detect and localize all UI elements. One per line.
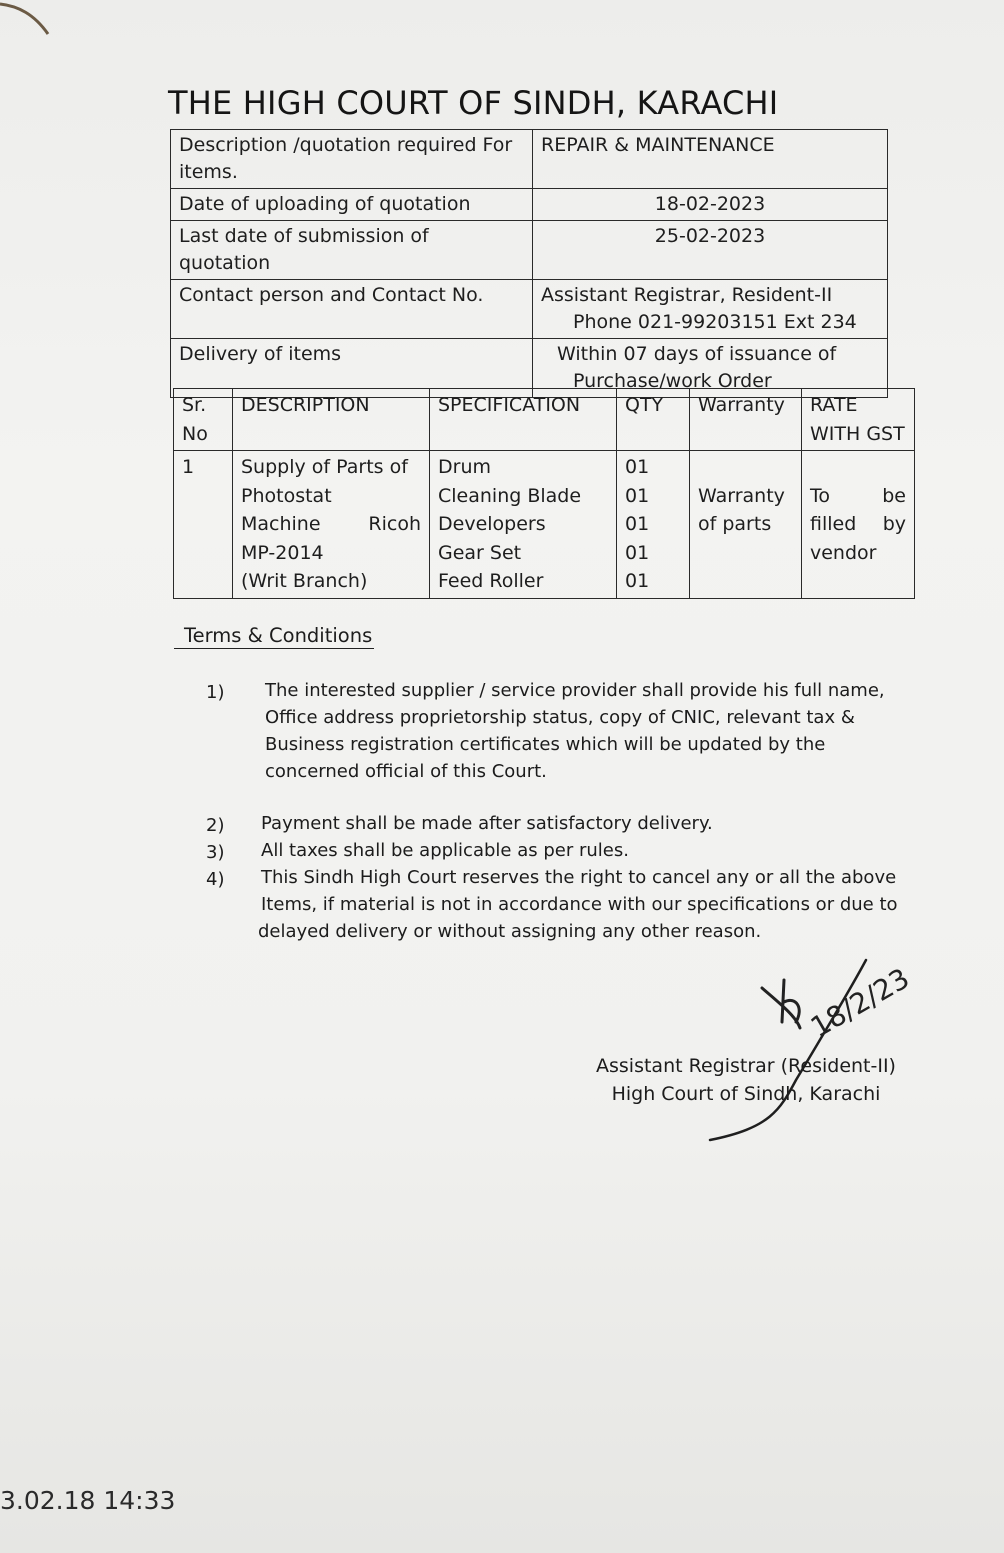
item-sr: 1: [174, 451, 233, 599]
document-title: THE HIGH COURT OF SINDH, KARACHI: [168, 84, 779, 122]
description-word: Ricoh: [368, 513, 421, 535]
items-header-row: [174, 389, 915, 451]
photo-timestamp: 3.02.18 14:33: [0, 1486, 176, 1515]
spec-item: Cleaning Blade: [438, 484, 582, 507]
rate-word: To: [810, 484, 831, 507]
info-label: Contact person and Contact No.: [171, 280, 533, 339]
qty-value: 01: [625, 456, 650, 478]
info-label: Delivery of items: [171, 339, 533, 398]
info-label: Date of uploading of quotation: [171, 189, 533, 221]
table-row: [174, 451, 915, 599]
term-line: concerned official of this Court.: [265, 761, 547, 782]
rate-word: be: [882, 484, 906, 507]
header-sr-no: Sr. No: [174, 389, 233, 451]
quotation-info-table: [170, 129, 888, 398]
spec-item: Drum: [438, 456, 491, 478]
info-label: Description /quotation required For items.: [171, 130, 533, 189]
description-line: Photostat: [241, 484, 332, 507]
terms-heading: Terms & Conditions: [174, 624, 374, 649]
signatory-office: High Court of Sindh, Karachi: [611, 1083, 881, 1105]
handwritten-signature: [700, 950, 930, 1145]
item-warranty: [690, 451, 802, 599]
item-rate: [802, 451, 915, 599]
info-row: [171, 280, 888, 339]
qty-value: 01: [625, 513, 650, 535]
term-line: delayed delivery or without assigning any other reason.: [258, 921, 762, 942]
submission-deadline: 25-02-2023: [533, 221, 888, 280]
info-row: [171, 189, 888, 221]
spec-item: Gear Set: [438, 541, 522, 564]
info-label: Last date of submission of quotation: [171, 221, 533, 280]
term-line: Payment shall be made after satisfactory delivery.: [261, 813, 713, 834]
page-fold-mark: [0, 0, 60, 40]
rate-line: [810, 482, 906, 511]
warranty-text: Warranty of parts: [698, 484, 785, 535]
term-text: [261, 810, 713, 837]
description-line: (Writ Branch): [241, 570, 368, 592]
qty-value: 01: [625, 570, 650, 592]
header-rate: RATE WITH GST: [802, 389, 915, 451]
contact-value: [533, 280, 888, 339]
signatory-block: [596, 1052, 896, 1108]
info-row: [171, 221, 888, 280]
term-number: 2): [206, 815, 225, 836]
term-line: The interested supplier / service provider shall provide his full name,: [265, 680, 885, 701]
spec-item: Feed Roller: [438, 570, 544, 592]
term-line: All taxes shall be applicable as per rules.: [261, 840, 629, 861]
rate-word: filled: [810, 513, 857, 535]
description-line: [241, 510, 421, 539]
delivery-line: Purchase/work Order: [573, 370, 772, 392]
term-text: [258, 864, 898, 945]
term-text: [261, 837, 629, 864]
header-qty: QTY: [617, 389, 690, 451]
info-value: REPAIR & MAINTENANCE: [533, 130, 888, 189]
term-number: 3): [206, 842, 225, 863]
rate-word: by: [882, 513, 906, 535]
term-number: 1): [206, 682, 225, 703]
header-description: DESCRIPTION: [233, 389, 430, 451]
qty-value: 01: [625, 484, 650, 507]
header-warranty: Warranty: [690, 389, 802, 451]
header-specification: SPECIFICATION: [430, 389, 617, 451]
term-number: 4): [206, 869, 225, 890]
qty-value: 01: [625, 541, 650, 564]
signature-date: 18/2/23: [805, 961, 915, 1045]
contact-phone: Phone 021-99203151 Ext 234: [573, 311, 857, 333]
term-line: Items, if material is not in accordance with our specifications or due to: [261, 894, 898, 915]
upload-date: 18-02-2023: [533, 189, 888, 221]
item-specifications: [430, 451, 617, 599]
items-table: [173, 388, 915, 599]
info-row: [171, 130, 888, 189]
description-line: MP-2014: [241, 541, 324, 564]
contact-person: Assistant Registrar, Resident-II: [541, 284, 833, 306]
description-word: Machine: [241, 513, 321, 535]
delivery-line: Within 07 days of issuance of: [557, 343, 837, 365]
rate-word: vendor: [810, 541, 877, 564]
description-line: Supply of Parts of: [241, 456, 408, 478]
rate-line: [810, 510, 906, 539]
signatory-title: Assistant Registrar (Resident-II): [596, 1055, 896, 1077]
term-line: This Sindh High Court reserves the right to cancel any or all the above: [261, 867, 897, 888]
term-text: [265, 677, 885, 785]
item-description: [233, 451, 430, 599]
term-line: Business registration certificates which will be updated by the: [265, 734, 826, 755]
term-line: Office address proprietorship status, copy of CNIC, relevant tax &: [265, 707, 855, 728]
item-qty: [617, 451, 690, 599]
spec-item: Developers: [438, 513, 546, 535]
